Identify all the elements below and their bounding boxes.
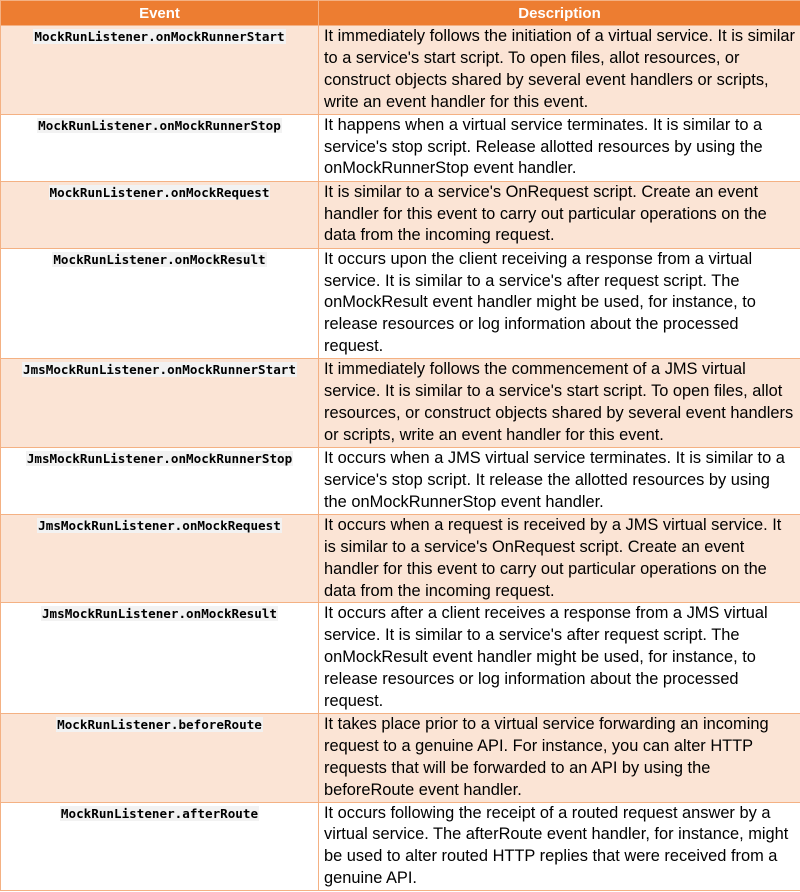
table-row xyxy=(1,181,800,248)
event-cell xyxy=(1,248,319,359)
event-name: MockRunListener.afterRoute xyxy=(60,805,259,821)
description-cell: It immediately follows the commencement of a JMS virtual service. It is similar to a service's start script. To open files, allot resources, or construct objects shared by several event handlers or scripts, write an event handler for this event. xyxy=(319,359,800,448)
description-cell: It occurs when a JMS virtual service terminates. It is similar to a service's stop script. It release the allotted resources by using the onMockRunnerStop event handler. xyxy=(319,447,800,514)
table-row xyxy=(1,713,800,802)
event-name: JmsMockRunListener.onMockResult xyxy=(41,606,278,622)
event-name: JmsMockRunListener.onMockRequest xyxy=(38,517,281,533)
description-cell: It takes place prior to a virtual service forwarding an incoming request to a genuine API. For instance, you can alter HTTP requests that will be forwarded to an API by using the beforeRoute event handler. xyxy=(319,713,800,802)
description-cell: It is similar to a service's OnRequest script. Create an event handler for this event to carry out particular operations on the data from the incoming request. xyxy=(319,181,800,248)
event-name: MockRunListener.beforeRoute xyxy=(57,716,262,732)
table-row xyxy=(1,802,800,891)
description-cell: It occurs when a request is received by a JMS virtual service. It is similar to a service's OnRequest script. Create an event handler for this event to carry out particular operations on the data from the incoming request. xyxy=(319,514,800,603)
event-name: JmsMockRunListener.onMockRunnerStop xyxy=(26,450,293,466)
table-row xyxy=(1,514,800,603)
event-cell xyxy=(1,181,319,248)
event-cell xyxy=(1,802,319,891)
event-cell xyxy=(1,514,319,603)
event-cell xyxy=(1,26,319,115)
table-row xyxy=(1,114,800,181)
event-name: JmsMockRunListener.onMockRunnerStart xyxy=(23,362,296,378)
event-name: MockRunListener.onMockResult xyxy=(53,251,266,267)
table-row xyxy=(1,359,800,448)
event-cell xyxy=(1,359,319,448)
description-cell: It occurs upon the client receiving a response from a virtual service. It is similar to a service's after request script. The onMockResult event handler might be used, for instance, to release resources or log information about the processed request. xyxy=(319,248,800,359)
description-cell: It occurs following the receipt of a routed request answer by a virtual service. The afterRoute event handler, for instance, might be used to alter routed HTTP replies that were received from a genuine API. xyxy=(319,802,800,891)
event-cell xyxy=(1,713,319,802)
table-row xyxy=(1,26,800,115)
description-cell: It occurs after a client receives a response from a JMS virtual service. It is similar to a service's after request script. The onMockResult event handler might be used, for instance, to release resources or log information about the processed request. xyxy=(319,603,800,714)
event-name: MockRunListener.onMockRequest xyxy=(49,184,270,200)
event-column-header: Event xyxy=(1,1,319,26)
description-column-header: Description xyxy=(319,1,800,26)
description-cell: It immediately follows the initiation of a virtual service. It is similar to a service's start script. To open files, allot resources, or construct objects shared by several event handlers or scripts, write an event handler for this event. xyxy=(319,26,800,115)
event-name: MockRunListener.onMockRunnerStop xyxy=(38,117,281,133)
event-cell xyxy=(1,447,319,514)
event-cell xyxy=(1,114,319,181)
description-cell: It happens when a virtual service terminates. It is similar to a service's stop script. Release allotted resources by using the onMockRunnerStop event handler. xyxy=(319,114,800,181)
table-row xyxy=(1,447,800,514)
event-name: MockRunListener.onMockRunnerStart xyxy=(34,29,285,44)
table-row xyxy=(1,603,800,714)
event-cell xyxy=(1,603,319,714)
table-header-row xyxy=(1,1,800,26)
table-row xyxy=(1,248,800,359)
